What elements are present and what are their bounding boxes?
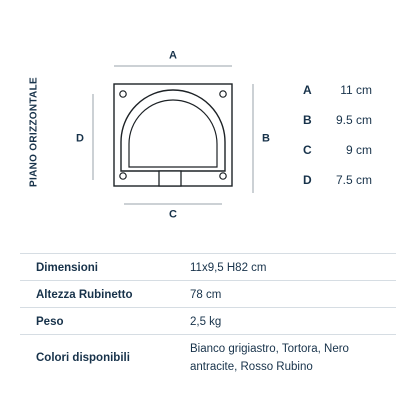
legend-value: 9.5 cm bbox=[335, 113, 372, 127]
spec-value: 2,5 kg bbox=[190, 316, 222, 328]
spec-row-dimensions bbox=[20, 253, 396, 281]
spec-label: Dimensioni bbox=[36, 262, 98, 274]
screw-hole-bottom-left bbox=[120, 173, 126, 179]
view-label: PIANO ORIZZONTALE bbox=[28, 77, 40, 187]
spec-row-colors bbox=[20, 334, 396, 381]
spec-label: Peso bbox=[36, 316, 64, 328]
technical-drawing bbox=[0, 0, 290, 235]
dimension-letter-d: D bbox=[76, 132, 84, 145]
legend-row-c bbox=[300, 140, 380, 160]
legend-value: 9 cm bbox=[345, 143, 372, 157]
dimension-letter-b: B bbox=[262, 132, 270, 145]
spec-value: Bianco grigiastro, Tortora, Nero antracite, Rosso Rubino bbox=[190, 343, 349, 373]
legend-row-d bbox=[300, 170, 380, 190]
screw-hole-bottom-right bbox=[220, 173, 226, 179]
spec-value: 11x9,5 H82 cm bbox=[190, 262, 267, 274]
spec-label: Colori disponibili bbox=[36, 352, 130, 364]
dimension-letter-c: C bbox=[169, 208, 177, 221]
plan-view-diagram bbox=[0, 0, 290, 235]
legend-row-a bbox=[300, 80, 380, 100]
legend-value: 7.5 cm bbox=[335, 173, 372, 187]
screw-hole-top-left bbox=[120, 91, 126, 97]
legend-key: B bbox=[303, 113, 312, 127]
legend-value: 11 cm bbox=[340, 83, 372, 97]
spec-row-weight bbox=[20, 307, 396, 335]
legend-key: D bbox=[303, 173, 312, 187]
spec-value: 78 cm bbox=[190, 289, 222, 301]
spec-label: Altezza Rubinetto bbox=[36, 289, 133, 301]
legend-key: C bbox=[303, 143, 312, 157]
spec-row-faucet-height bbox=[20, 280, 396, 308]
drain-block bbox=[159, 171, 181, 186]
legend-key: A bbox=[303, 83, 312, 97]
screw-hole-top-right bbox=[220, 91, 226, 97]
dimension-letter-a: A bbox=[169, 49, 177, 62]
legend-row-b bbox=[300, 110, 380, 130]
